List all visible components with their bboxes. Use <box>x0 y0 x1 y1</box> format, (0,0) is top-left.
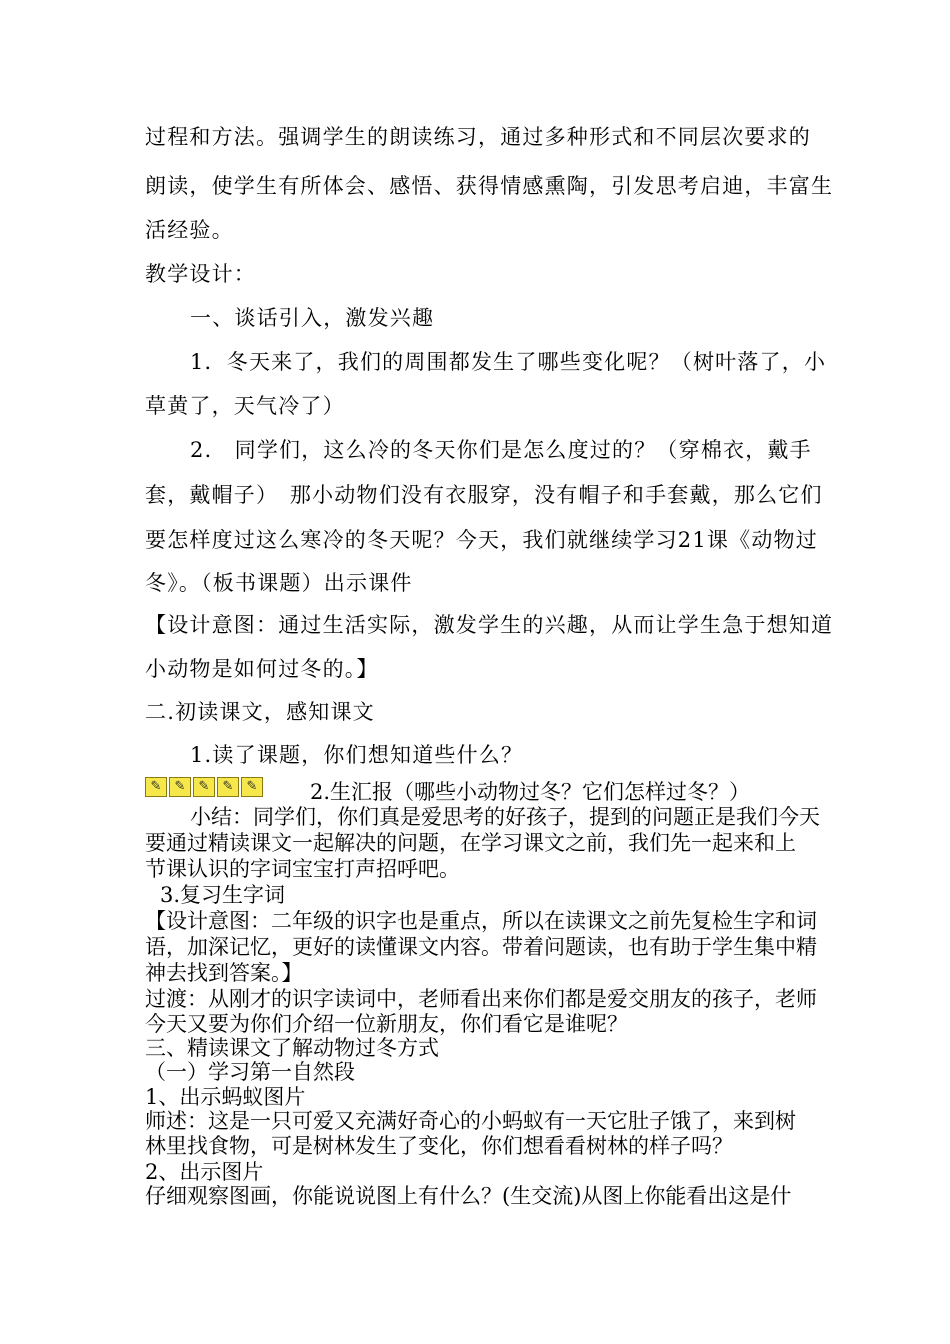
pencil-icon: ✎ <box>169 777 191 797</box>
text-line: 要通过精读课文一起解决的问题，在学习课文之前，我们先一起来和上 <box>145 831 796 855</box>
section-heading: （一）学习第一自然段 <box>145 1060 355 1084</box>
text-line: 过程和方法。强调学生的朗读练习，通过多种形式和不同层次要求的 <box>145 125 811 149</box>
design-intent-note: 【设计意图：二年级的识字也是重点，所以在读课文之前先复检生字和词 <box>145 909 817 933</box>
text-line: 今天又要为你们介绍一位新朋友，你们看它是谁呢？ <box>145 1012 628 1036</box>
icon-strip <box>145 777 263 799</box>
section-heading: 二.初读课文，感知课文 <box>145 700 375 724</box>
section-heading: 一、谈话引入，激发兴趣 <box>190 306 435 330</box>
text-line: 1.读了课题，你们想知道些什么？ <box>190 743 524 767</box>
design-intent-note: 小动物是如何过冬的。】 <box>145 657 379 681</box>
text-line: 活经验。 <box>145 218 234 242</box>
pencil-icon: ✎ <box>217 777 239 797</box>
text-line: 2.生汇报（哪些小动物过冬？它们怎样过冬？） <box>310 780 751 804</box>
text-line: 仔细观察图画，你能说说图上有什么？(生交流)从图上你能看出这是什 <box>145 1184 792 1208</box>
text-line: 2、出示图片 <box>145 1160 264 1184</box>
text-line: 节课认识的字词宝宝打声招呼吧。 <box>145 857 460 881</box>
section-heading: 三、精读课文了解动物过冬方式 <box>145 1036 439 1060</box>
text-line: 林里找食物，可是树林发生了变化，你们想看看树林的样子吗？ <box>145 1134 733 1158</box>
text-line: 3.复习生字词 <box>160 883 286 907</box>
pencil-icon: ✎ <box>145 777 167 797</box>
design-intent-note: 神去找到答案。】 <box>145 961 303 985</box>
text-line: 朗读，使学生有所体会、感悟、获得情感熏陶，引发思考启迪，丰富生 <box>145 174 834 198</box>
text-line: 2. 同学们，这么冷的冬天你们是怎么度过的？（穿棉衣，戴手 <box>190 438 812 462</box>
text-line: 冬》。（板书课题）出示课件 <box>145 571 413 595</box>
text-line: 小结：同学们，你们真是爱思考的好孩子，提到的问题正是我们今天 <box>190 805 820 829</box>
pencil-icon: ✎ <box>241 777 263 797</box>
section-heading: 教学设计： <box>145 262 256 286</box>
design-intent-note: 语，加深记忆，更好的读懂课文内容。带着问题读，也有助于学生集中精 <box>145 935 817 959</box>
text-line: 草黄了，天气冷了） <box>145 394 345 418</box>
text-line: 1、出示蚂蚁图片 <box>145 1085 306 1109</box>
text-line: 师述：这是一只可爱又充满好奇心的小蚂蚁有一天它肚子饿了，来到树 <box>145 1109 796 1133</box>
text-line: 过渡：从刚才的识字读词中，老师看出来你们都是爱交朋友的孩子，老师 <box>145 987 817 1011</box>
pencil-icon: ✎ <box>193 777 215 797</box>
text-line: 要怎样度过这么寒冷的冬天呢？今天，我们就继续学习21课《动物过 <box>145 528 818 552</box>
text-line: 1．冬天来了，我们的周围都发生了哪些变化呢？（树叶落了，小 <box>190 350 827 374</box>
text-line: 套，戴帽子） 那小动物们没有衣服穿，没有帽子和手套戴，那么它们 <box>145 483 823 507</box>
design-intent-note: 【设计意图：通过生活实际，激发学生的兴趣，从而让学生急于想知道 <box>145 613 834 637</box>
